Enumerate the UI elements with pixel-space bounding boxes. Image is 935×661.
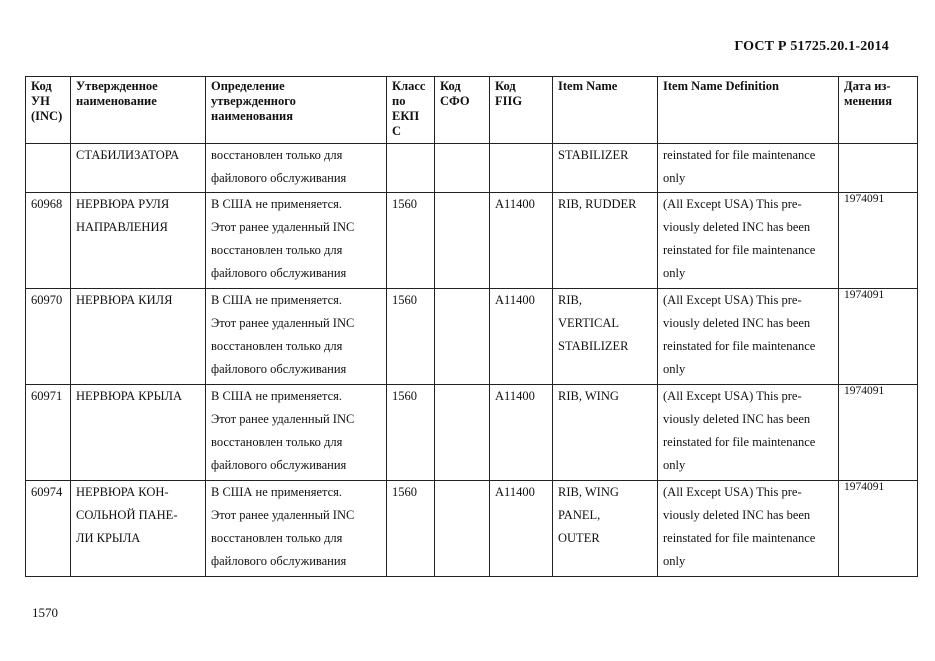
change-date-value: 1974091: [844, 289, 885, 301]
text-line: viously deleted INC has been: [663, 412, 811, 426]
text-line: восстановлен только для: [211, 531, 343, 545]
text-line: НЕРВЮРА КОН-: [76, 485, 169, 499]
text-line: утвержденного: [211, 94, 296, 108]
text-line: PANEL,: [558, 508, 601, 522]
cell-item-name: [553, 481, 658, 577]
text-line: СФО: [440, 94, 470, 108]
text-line: НЕРВЮРА КИЛЯ: [76, 293, 173, 307]
text-line: RIB,: [558, 293, 582, 307]
cell-inc: 60974: [26, 481, 71, 577]
page-number: 1570: [32, 605, 58, 620]
table-row-continuation: [26, 144, 918, 193]
cell-name: [71, 385, 206, 481]
cell-item-name: [553, 289, 658, 385]
col-header-change-date: [839, 77, 918, 144]
text-line: СТАБИЛИЗАТОРА: [76, 148, 180, 162]
text-line: НЕРВЮРА КРЫЛА: [76, 389, 182, 403]
text-line: УН: [31, 94, 50, 108]
text-line: В США не применяется.: [211, 197, 343, 211]
cell-definition: [206, 385, 387, 481]
text-line: viously deleted INC has been: [663, 220, 811, 234]
table-row: [26, 193, 918, 289]
text-line: восстановлен только для: [211, 148, 343, 162]
text-line: восстановлен только для: [211, 243, 343, 257]
text-line: only: [663, 171, 686, 185]
text-line: reinstated for file maintenance: [663, 435, 816, 449]
text-line: файлового обслуживания: [211, 266, 347, 280]
table-row: [26, 481, 918, 577]
cell-inc: 60970: [26, 289, 71, 385]
text-line: по: [392, 94, 406, 108]
text-line: файлового обслуживания: [211, 458, 347, 472]
cell-item-definition: [658, 193, 839, 289]
table-row: [26, 385, 918, 481]
text-line: В США не применяется.: [211, 485, 343, 499]
text-line: Item Name: [558, 79, 618, 93]
text-line: Этот ранее удаленный INC: [211, 220, 355, 234]
cell-item-definition: [658, 481, 839, 577]
cell-fiig: A11400: [490, 193, 553, 289]
cell-class: 1560: [387, 385, 435, 481]
cell-date: [839, 193, 918, 289]
text-line: С: [392, 124, 402, 138]
cell-definition: [206, 193, 387, 289]
inc-table: [25, 76, 918, 577]
cell-class: 1560: [387, 481, 435, 577]
cell-name: [71, 193, 206, 289]
text-line: НАПРАВЛЕНИЯ: [76, 220, 168, 234]
cell-fiig: A11400: [490, 481, 553, 577]
cell-fiig: A11400: [490, 385, 553, 481]
text-line: (All Except USA) This pre-: [663, 197, 802, 211]
cell-definition: [206, 144, 387, 193]
text-line: Дата из-: [844, 79, 891, 93]
cell-item-name: [553, 193, 658, 289]
text-line: (All Except USA) This pre-: [663, 485, 802, 499]
change-date-value: 1974091: [844, 481, 885, 493]
text-line: OUTER: [558, 531, 600, 545]
text-line: Код: [31, 79, 52, 93]
text-line: viously deleted INC has been: [663, 508, 811, 522]
text-line: Код: [440, 79, 461, 93]
text-line: наименования: [211, 109, 294, 123]
text-line: RIB, WING: [558, 389, 619, 403]
text-line: reinstated for file maintenance: [663, 148, 816, 162]
col-header-approved-name: [71, 77, 206, 144]
document-standard-number: ГОСТ Р 51725.20.1-2014: [734, 39, 889, 54]
text-line: В США не применяется.: [211, 293, 343, 307]
table-row: [26, 289, 918, 385]
text-line: viously deleted INC has been: [663, 316, 811, 330]
col-header-class: [387, 77, 435, 144]
text-line: файлового обслуживания: [211, 362, 347, 376]
text-line: файлового обслуживания: [211, 554, 347, 568]
text-line: восстановлен только для: [211, 339, 343, 353]
cell-inc: 60971: [26, 385, 71, 481]
text-line: only: [663, 554, 686, 568]
text-line: VERTICAL: [558, 316, 620, 330]
text-line: Этот ранее удаленный INC: [211, 412, 355, 426]
text-line: only: [663, 266, 686, 280]
cell-name: [71, 481, 206, 577]
cell-item-definition: [658, 144, 839, 193]
change-date-value: 1974091: [844, 385, 885, 397]
text-line: only: [663, 362, 686, 376]
text-line: менения: [844, 94, 892, 108]
cell-name: [71, 289, 206, 385]
cell-item-definition: [658, 289, 839, 385]
text-line: STABILIZER: [558, 339, 629, 353]
text-line: (All Except USA) This pre-: [663, 293, 802, 307]
cell-fiig: [490, 144, 553, 193]
text-line: RIB, RUDDER: [558, 197, 637, 211]
cell-sfo: [435, 144, 490, 193]
cell-class: 1560: [387, 289, 435, 385]
cell-item-definition: [658, 385, 839, 481]
text-line: STABILIZER: [558, 148, 629, 162]
text-line: Класс: [392, 79, 426, 93]
cell-definition: [206, 481, 387, 577]
text-line: Определение: [211, 79, 285, 93]
col-header-item-name: [553, 77, 658, 144]
col-header-definition: [206, 77, 387, 144]
text-line: ЛИ КРЫЛА: [76, 531, 141, 545]
cell-fiig: A11400: [490, 289, 553, 385]
cell-item-name: [553, 144, 658, 193]
change-date-value: 1974091: [844, 193, 885, 205]
cell-sfo: [435, 385, 490, 481]
text-line: СОЛЬНОЙ ПАНЕ-: [76, 508, 178, 522]
text-line: Код: [495, 79, 516, 93]
text-line: FIIG: [495, 94, 523, 108]
text-line: reinstated for file maintenance: [663, 243, 816, 257]
cell-date: [839, 289, 918, 385]
cell-date: [839, 385, 918, 481]
cell-inc: 60968: [26, 193, 71, 289]
cell-class: 1560: [387, 193, 435, 289]
cell-date: [839, 481, 918, 577]
text-line: reinstated for file maintenance: [663, 339, 816, 353]
text-line: RIB, WING: [558, 485, 619, 499]
text-line: (INC): [31, 109, 63, 123]
cell-sfo: [435, 289, 490, 385]
text-line: Item Name Definition: [663, 79, 779, 93]
text-line: Этот ранее удаленный INC: [211, 508, 355, 522]
col-header-inc: [26, 77, 71, 144]
cell-sfo: [435, 481, 490, 577]
cell-item-name: [553, 385, 658, 481]
col-header-item-name-definition: [658, 77, 839, 144]
text-line: reinstated for file maintenance: [663, 531, 816, 545]
text-line: НЕРВЮРА РУЛЯ: [76, 197, 170, 211]
text-line: Этот ранее удаленный INC: [211, 316, 355, 330]
text-line: only: [663, 458, 686, 472]
cell-name: [71, 144, 206, 193]
text-line: В США не применяется.: [211, 389, 343, 403]
cell-definition: [206, 289, 387, 385]
cell-date: [839, 144, 918, 193]
cell-sfo: [435, 193, 490, 289]
text-line: (All Except USA) This pre-: [663, 389, 802, 403]
col-header-fiig: [490, 77, 553, 144]
cell-class: [387, 144, 435, 193]
text-line: Утвержденное: [76, 79, 158, 93]
cell-inc: [26, 144, 71, 193]
col-header-sfo: [435, 77, 490, 144]
text-line: ЕКП: [392, 109, 420, 123]
text-line: файлового обслуживания: [211, 171, 347, 185]
text-line: наименование: [76, 94, 157, 108]
text-line: восстановлен только для: [211, 435, 343, 449]
table-header-row: [26, 77, 918, 144]
